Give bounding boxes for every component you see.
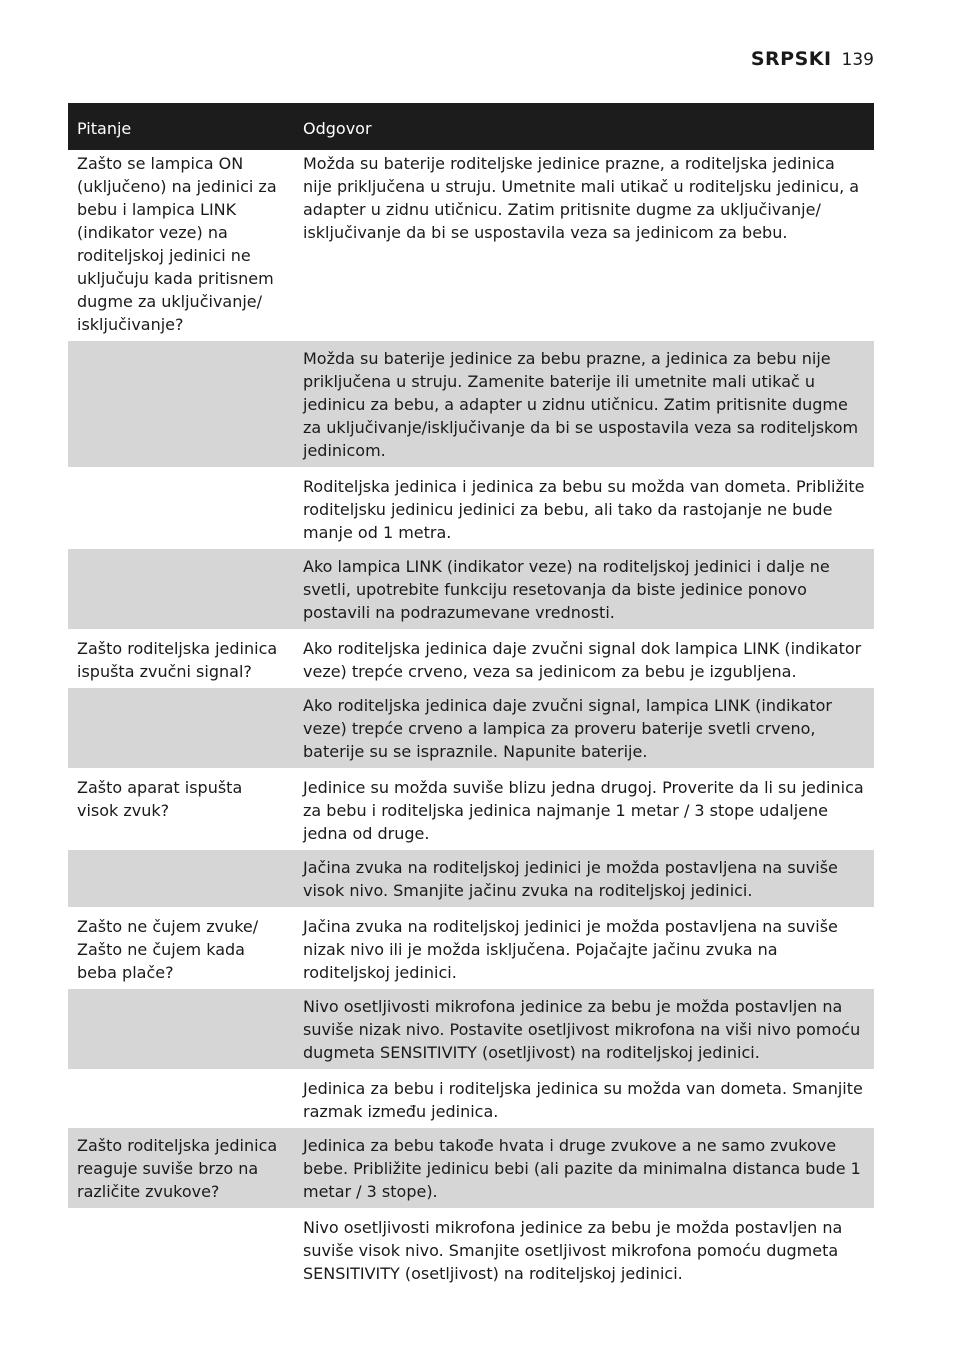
table-row (68, 469, 874, 549)
question-cell (68, 1071, 294, 1128)
question-cell: Zašto ne čujem zvuke/ Zašto ne čujem kada beba plače? (68, 909, 294, 989)
table-row (68, 631, 874, 688)
table-row (68, 549, 874, 631)
question-cell (68, 341, 294, 469)
table-row (68, 1128, 874, 1210)
question-cell (68, 549, 294, 631)
table-row (68, 341, 874, 469)
question-cell: Zašto roditeljska jedinica ispušta zvučni signal? (68, 631, 294, 688)
answer-cell: Nivo osetljivosti mikrofona jedinice za bebu je možda postavljen na suviše visok nivo. Smanjite osetljivost mikrofona pomoću dugmeta SENSITIVITY (osetljivost) na roditeljskoj jedinici. (294, 1210, 874, 1290)
page-header (751, 48, 874, 70)
troubleshooting-table (68, 103, 874, 1290)
table-row (68, 1071, 874, 1128)
question-cell (68, 688, 294, 770)
answer-cell: Nivo osetljivosti mikrofona jedinice za bebu je možda postavljen na suviše nizak nivo. Postavite osetljivost mikrofona na viši nivo pomoću dugmeta SENSITIVITY (osetljivost) na roditeljskoj jedinici. (294, 989, 874, 1071)
table-row (68, 989, 874, 1071)
table-row (68, 688, 874, 770)
answer-cell: Jačina zvuka na roditeljskoj jedinici je možda postavljena na suviše visok nivo. Smanjite jačinu zvuka na roditeljskoj jedinici. (294, 850, 874, 909)
answer-cell: Ako roditeljska jedinica daje zvučni signal dok lampica LINK (indikator veze) trepće crveno, veza sa jedinicom za bebu je izgubljena. (294, 631, 874, 688)
table-row (68, 1210, 874, 1290)
question-cell (68, 850, 294, 909)
question-cell (68, 989, 294, 1071)
table-row (68, 909, 874, 989)
answer-cell: Jedinice su možda suviše blizu jedna drugoj. Proverite da li su jedinica za bebu i roditeljska jedinica najmanje 1 metar / 3 stope udaljene jedna od druge. (294, 770, 874, 850)
question-cell (68, 469, 294, 549)
page-number: 139 (841, 50, 874, 70)
answer-cell: Ako lampica LINK (indikator veze) na roditeljskoj jedinici i dalje ne svetli, upotrebite funkciju resetovanja da biste jedinice ponovo postavili na podrazumevane vrednosti. (294, 549, 874, 631)
answer-cell: Jedinica za bebu i roditeljska jedinica su možda van dometa. Smanjite razmak između jedinica. (294, 1071, 874, 1128)
language-label: SRPSKI (750, 48, 832, 70)
column-header-answer: Odgovor (294, 103, 874, 150)
table-row (68, 850, 874, 909)
answer-cell: Možda su baterije jedinice za bebu prazne, a jedinica za bebu nije priključena u struju. Zamenite baterije ili umetnite mali utikač u jedinicu za bebu, a adapter u zidnu utičnicu. Zatim pritisnite dugme za uključivanje/isključivanje da bi se uspostavila veza sa roditeljskom jedinicom. (294, 341, 874, 469)
table-row (68, 770, 874, 850)
table-row (68, 150, 874, 341)
answer-cell: Ako roditeljska jedinica daje zvučni signal, lampica LINK (indikator veze) trepće crveno a lampica za proveru baterije svetli crveno, baterije su se ispraznile. Napunite baterije. (294, 688, 874, 770)
question-cell: Zašto roditeljska jedinica reaguje suviše brzo na različite zvukove? (68, 1128, 294, 1210)
answer-cell: Jedinica za bebu takođe hvata i druge zvukove a ne samo zvukove bebe. Približite jedinicu bebi (ali pazite da minimalna distanca bude 1 metar / 3 stope). (294, 1128, 874, 1210)
answer-cell: Možda su baterije roditeljske jedinice prazne, a roditeljska jedinica nije priključena u struju. Umetnite mali utikač u roditeljsku jedinicu, a adapter u zidnu utičnicu. Zatim pritisnite dugme za uključivanje/ isključivanje da bi se uspostavila veza sa jedinicom za bebu. (303, 154, 860, 242)
table-header-row (68, 103, 874, 150)
column-header-question: Pitanje (68, 103, 294, 150)
question-cell (68, 1210, 294, 1290)
answer-cell: Roditeljska jedinica i jedinica za bebu su možda van dometa. Približite roditeljsku jedinicu jedinici za bebu, ali tako da rastojanje ne bude manje od 1 metra. (294, 469, 874, 549)
answer-cell: Jačina zvuka na roditeljskoj jedinici je možda postavljena na suviše nizak nivo ili je možda isključena. Pojačajte jačinu zvuka na roditeljskoj jedinici. (294, 909, 874, 989)
question-cell: Zašto aparat ispušta visok zvuk? (68, 770, 294, 850)
question-cell: Zašto se lampica ON (uključeno) na jedinici za bebu i lampica LINK (indikator veze) na roditeljskoj jedinici ne uključuju kada pritisnem dugme za uključivanje/ isključivanje? (77, 154, 277, 334)
